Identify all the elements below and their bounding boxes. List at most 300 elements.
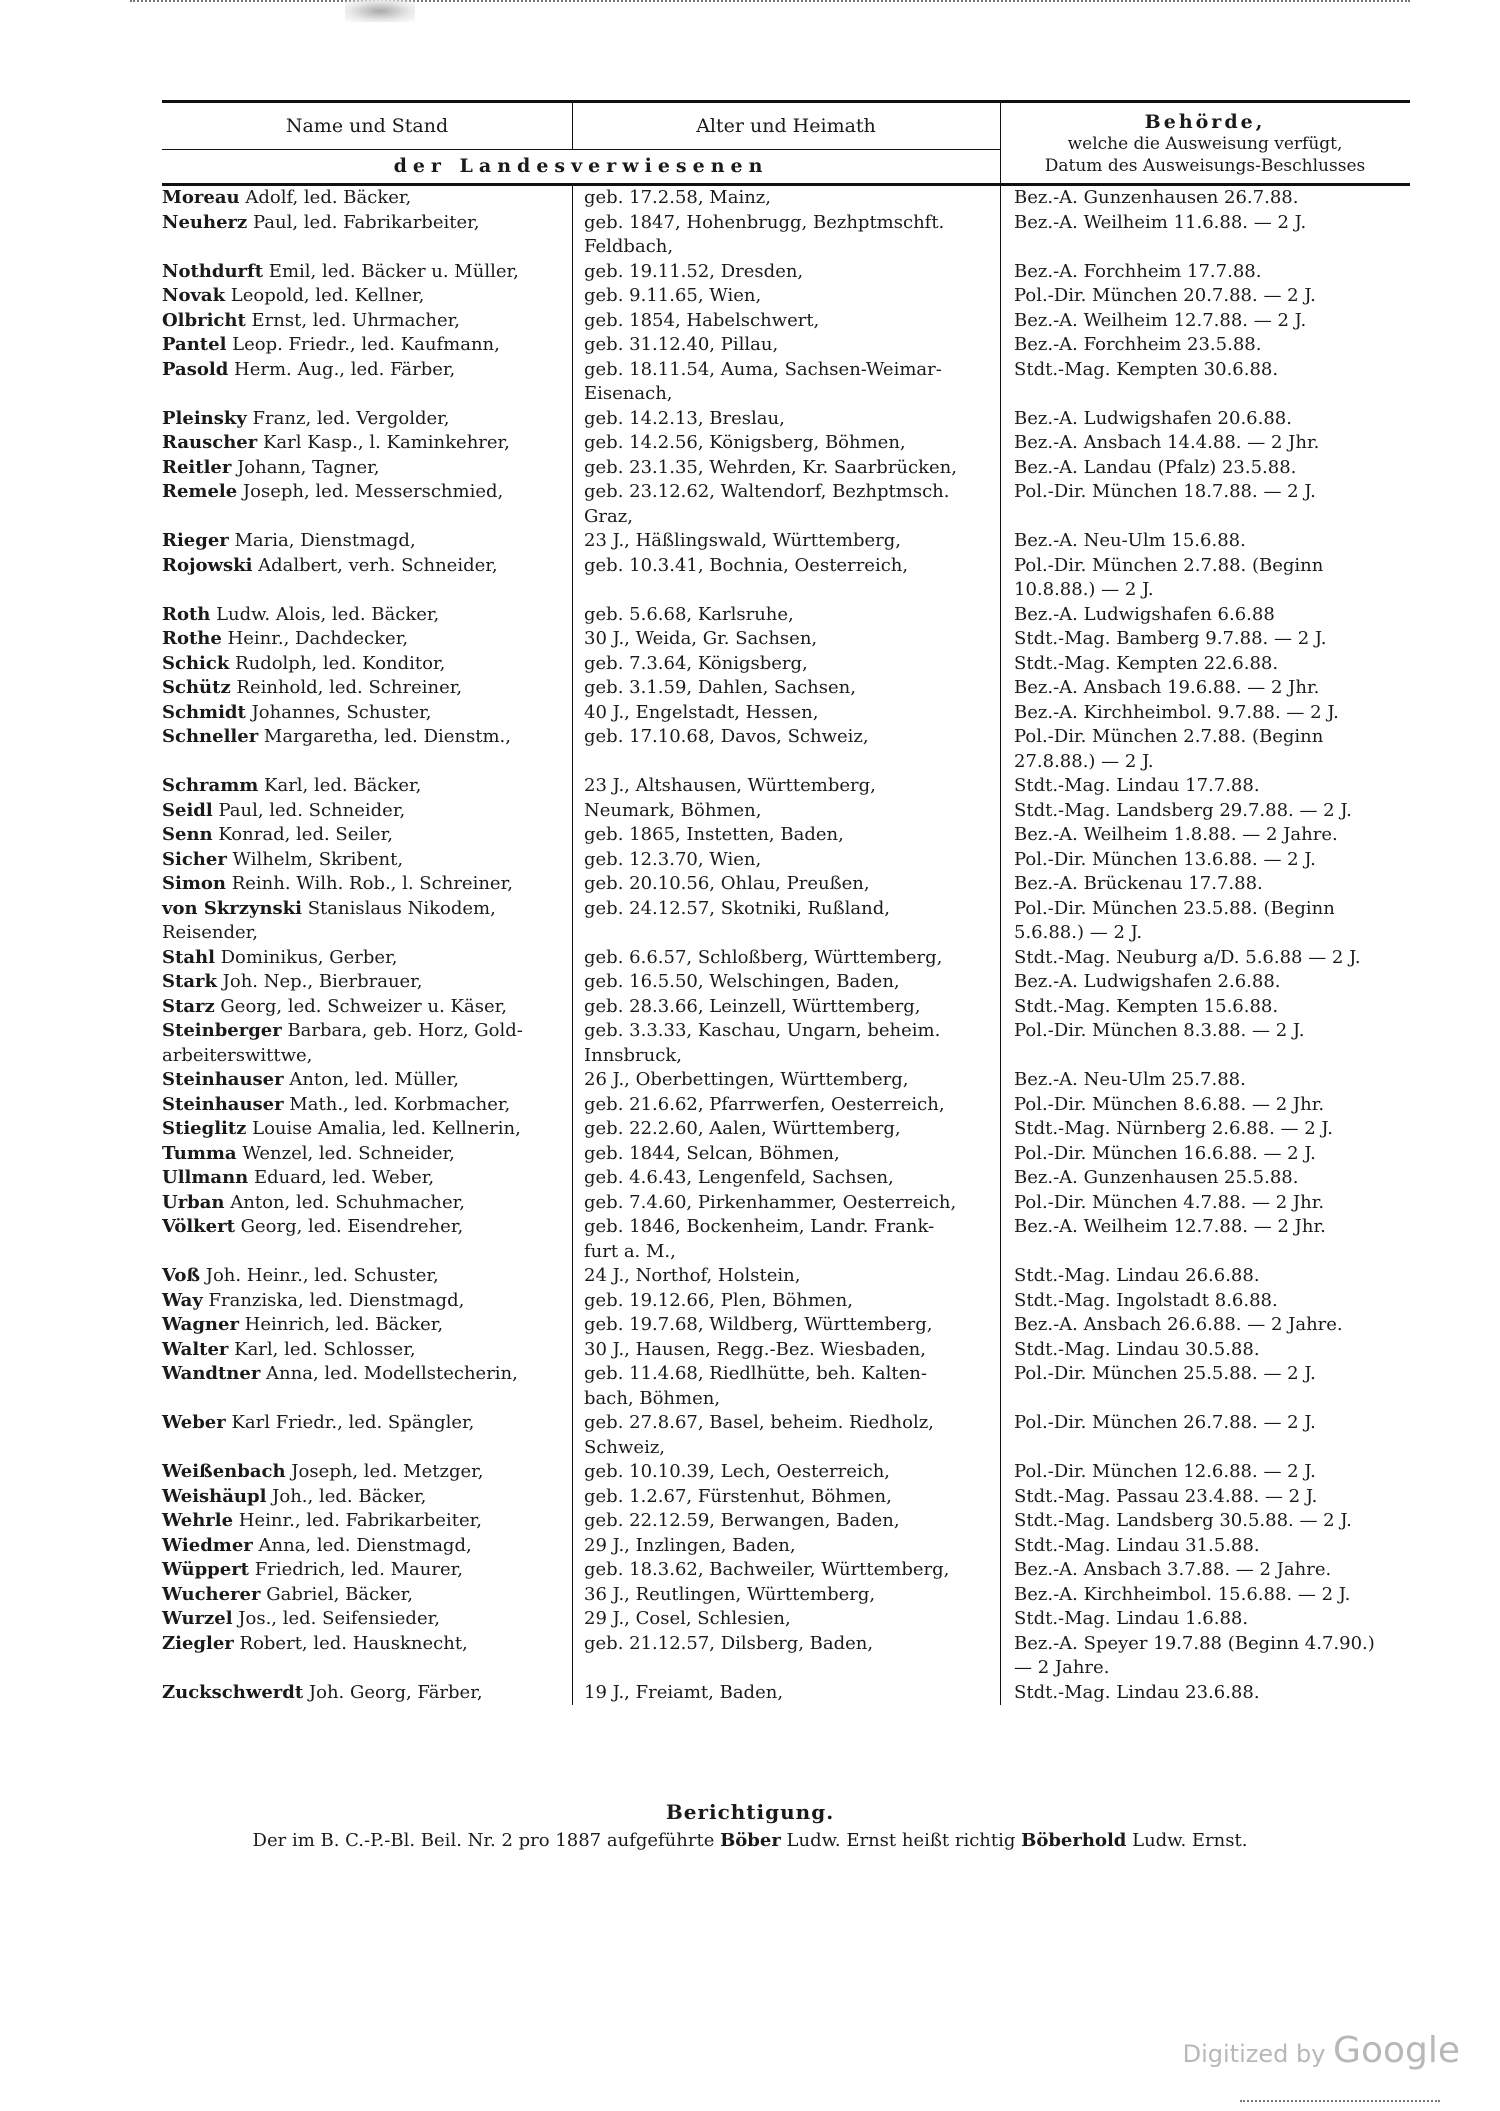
name-rest: Paul, led. Schneider, — [212, 799, 406, 821]
authority-cell: Pol.-Dir. München 2.7.88. (Beginn — [1014, 726, 1324, 747]
age-home-cell: bach, Böhmen, — [584, 1387, 721, 1409]
header-span-cell — [162, 149, 1001, 183]
authority-cell: Stdt.-Mag. Landsberg 29.7.88. — 2 J. — [1014, 799, 1352, 821]
name-rest: Anna, led. Dienstmagd, — [252, 1534, 472, 1556]
table-row — [162, 211, 1410, 236]
age-home-cell: geb. 10.3.41, Bochnia, Oesterreich, — [584, 554, 909, 576]
table-row — [162, 1191, 1410, 1216]
surname: Weber — [162, 1412, 226, 1433]
age-home-cell: geb. 1846, Bockenheim, Landr. Frank- — [584, 1216, 935, 1237]
table-row — [162, 1264, 1410, 1289]
age-home-cell: geb. 1865, Instetten, Baden, — [584, 824, 844, 845]
surname: Pantel — [162, 334, 227, 355]
table-row — [162, 1215, 1410, 1240]
name-cell — [162, 456, 572, 481]
table-row — [162, 1142, 1410, 1167]
name-cell — [162, 799, 572, 824]
table-row — [162, 1534, 1410, 1559]
name-cell — [162, 1656, 572, 1681]
name-rest: Margaretha, led. Dienstm., — [258, 726, 511, 747]
name-cell — [162, 1117, 572, 1142]
age-home-cell: geb. 23.1.35, Wehrden, Kr. Saarbrücken, — [584, 456, 957, 478]
table-row — [162, 1681, 1410, 1706]
surname: Roth — [162, 603, 211, 625]
name-cell — [162, 480, 572, 505]
age-home-cell: 29 J., Inzlingen, Baden, — [584, 1534, 796, 1556]
authority-cell — [1000, 1436, 1410, 1461]
name-cell — [162, 1509, 572, 1534]
table-row — [162, 235, 1410, 260]
surname: Schneller — [162, 726, 259, 747]
name-cell — [162, 578, 572, 603]
age-home-cell: geb. 10.10.39, Lech, Oesterreich, — [584, 1461, 891, 1482]
name-rest: Wenzel, led. Schneider, — [236, 1142, 455, 1164]
name-cell — [162, 774, 572, 799]
correction-wrong-name: Böber — [720, 1830, 781, 1851]
name-rest: Joh. Heinr., led. Schuster, — [200, 1265, 439, 1286]
authority-cell: Pol.-Dir. München 20.7.88. — 2 J. — [1014, 285, 1316, 306]
age-home-cell: geb. 24.12.57, Skotniki, Rußland, — [584, 897, 890, 919]
authority-cell: — 2 Jahre. — [1014, 1657, 1110, 1678]
name-rest: Heinr., Dachdecker, — [221, 628, 409, 649]
age-home-cell: geb. 20.10.56, Ohlau, Preußen, — [584, 873, 870, 894]
authority-cell: Bez.-A. Ansbach 14.4.88. — 2 Jhr. — [1014, 432, 1320, 453]
name-cell — [162, 529, 572, 554]
age-home-cell: 30 J., Hausen, Regg.-Bez. Wiesbaden, — [584, 1338, 926, 1360]
header-age-cell — [572, 103, 1001, 150]
name-cell — [162, 1338, 572, 1363]
name-cell — [162, 1166, 572, 1191]
table-row — [162, 725, 1410, 750]
surname: Stieglitz — [162, 1118, 247, 1139]
table-row — [162, 358, 1410, 383]
surname: Voß — [162, 1265, 200, 1286]
age-home-cell: geb. 27.8.67, Basel, beheim. Riedholz, — [584, 1412, 934, 1433]
name-cell — [162, 358, 572, 383]
surname: Moreau — [162, 187, 240, 208]
scan-top-border — [130, 0, 1410, 8]
age-home-cell: geb. 23.12.62, Waltendorf, Bezhptmsch. — [584, 481, 950, 502]
surname: Steinhauser — [162, 1069, 284, 1090]
name-rest: Herm. Aug., led. Färber, — [228, 358, 456, 380]
name-rest: Heinrich, led. Bäcker, — [238, 1314, 444, 1335]
surname: Wiedmer — [162, 1534, 253, 1556]
name-rest: Joh. Georg, Färber, — [303, 1681, 483, 1703]
name-cell — [162, 1240, 572, 1265]
age-home-cell: geb. 1.2.67, Fürstenhut, Böhmen, — [584, 1485, 892, 1507]
table-row — [162, 309, 1410, 334]
table-row — [162, 750, 1410, 775]
surname: Steinberger — [162, 1020, 282, 1041]
age-home-cell: 23 J., Altshausen, Württemberg, — [584, 775, 876, 796]
age-home-cell: geb. 1844, Selcan, Böhmen, — [584, 1142, 840, 1164]
authority-cell: Bez.-A. Ansbach 19.6.88. — 2 Jhr. — [1014, 677, 1320, 698]
name-cell — [162, 701, 572, 726]
name-rest: Maria, Dienstmagd, — [228, 530, 416, 551]
name-rest: Joh., led. Bäcker, — [266, 1485, 427, 1507]
header-authority-title: Behörde, — [1144, 111, 1266, 133]
name-rest: Reisender, — [162, 922, 258, 943]
authority-cell: Bez.-A. Weilheim 11.6.88. — 2 J. — [1014, 211, 1307, 233]
surname: Olbricht — [162, 309, 246, 331]
name-rest: Ludw. Alois, led. Bäcker, — [210, 603, 440, 625]
correction-text-2: Ludw. Ernst heißt richtig — [780, 1830, 1022, 1851]
authority-cell: Stdt.-Mag. Nürnberg 2.6.88. — 2 J. — [1014, 1118, 1333, 1139]
table-row — [162, 897, 1410, 922]
name-rest: Anton, led. Müller, — [283, 1069, 459, 1090]
surname: Stark — [162, 971, 217, 992]
name-rest: Leopold, led. Kellner, — [225, 285, 425, 306]
name-cell — [162, 1019, 572, 1044]
surname: Schütz — [162, 677, 231, 698]
table-row — [162, 701, 1410, 726]
authority-cell: Pol.-Dir. München 23.5.88. (Beginn — [1014, 897, 1335, 919]
name-cell — [162, 627, 572, 652]
surname: Rojowski — [162, 554, 253, 576]
surname: Novak — [162, 285, 226, 306]
age-home-cell: Feldbach, — [584, 236, 674, 257]
surname: Sicher — [162, 848, 227, 870]
authority-cell: 27.8.88.) — 2 J. — [1014, 750, 1154, 772]
name-rest: Adolf, led. Bäcker, — [239, 187, 412, 208]
name-cell — [162, 407, 572, 432]
table-row — [162, 431, 1410, 456]
authority-cell: Pol.-Dir. München 26.7.88. — 2 J. — [1014, 1412, 1316, 1433]
authority-cell: 10.8.88.) — 2 J. — [1014, 579, 1154, 600]
age-home-cell: geb. 12.3.70, Wien, — [584, 848, 762, 870]
table-row — [162, 1019, 1410, 1044]
authority-cell: Pol.-Dir. München 2.7.88. (Beginn — [1014, 554, 1324, 576]
table-row — [162, 284, 1410, 309]
authority-cell: Bez.-A. Brückenau 17.7.88. — [1014, 873, 1263, 894]
surname: Schmidt — [162, 701, 246, 723]
authority-cell: Stdt.-Mag. Lindau 31.5.88. — [1014, 1534, 1260, 1556]
surname: Steinhauser — [162, 1093, 284, 1115]
authority-cell: Stdt.-Mag. Lindau 30.5.88. — [1014, 1338, 1260, 1360]
table-row — [162, 1387, 1410, 1412]
age-home-cell: 19 J., Freiamt, Baden, — [584, 1681, 784, 1703]
surname: Rothe — [162, 628, 222, 649]
header-span-label: der Landesverwiesenen — [393, 155, 769, 177]
age-home-cell: furt a. M., — [584, 1240, 676, 1262]
name-rest: Georg, led. Eisendreher, — [234, 1216, 464, 1237]
age-home-cell: 26 J., Oberbettingen, Württemberg, — [584, 1069, 909, 1090]
name-cell — [162, 1583, 572, 1608]
name-cell — [162, 823, 572, 848]
surname: Remele — [162, 481, 238, 502]
name-rest: Math., led. Korbmacher, — [283, 1093, 511, 1115]
authority-cell: Bez.-A. Speyer 19.7.88 (Beginn 4.7.90.) — [1014, 1632, 1375, 1654]
name-rest: Eduard, led. Weber, — [248, 1167, 435, 1188]
name-cell — [162, 1289, 572, 1314]
surname: Reitler — [162, 456, 232, 478]
age-home-cell: geb. 31.12.40, Pillau, — [584, 334, 779, 355]
table-row — [162, 946, 1410, 971]
name-rest: Franz, led. Vergolder, — [246, 407, 450, 429]
correction-title: Berichtigung. — [665, 1800, 835, 1824]
surname: Way — [162, 1289, 203, 1311]
table-row — [162, 456, 1410, 481]
name-cell — [162, 1607, 572, 1632]
name-cell — [162, 235, 572, 260]
table-row — [162, 603, 1410, 628]
surname: von Skrzynski — [162, 897, 302, 919]
name-rest: Wilhelm, Skribent, — [226, 848, 404, 870]
name-rest: Heinr., led. Fabrikarbeiter, — [233, 1510, 482, 1531]
correction-section — [0, 1800, 1500, 1851]
surname: Nothdurft — [162, 260, 264, 282]
age-home-cell: geb. 3.1.59, Dahlen, Sachsen, — [584, 677, 856, 698]
age-home-cell — [572, 1656, 1000, 1681]
table-row — [162, 260, 1410, 285]
authority-cell: Stdt.-Mag. Neuburg a/D. 5.6.88 — 2 J. — [1014, 946, 1361, 968]
authority-cell: Pol.-Dir. München 8.6.88. — 2 Jhr. — [1014, 1093, 1325, 1115]
authority-cell: Stdt.-Mag. Ingolstadt 8.6.88. — [1014, 1289, 1278, 1311]
name-cell — [162, 750, 572, 775]
expulsion-table — [162, 100, 1410, 1705]
table-row — [162, 1166, 1410, 1191]
table-row — [162, 1068, 1410, 1093]
table-row — [162, 1362, 1410, 1387]
authority-cell: Stdt.-Mag. Lindau 17.7.88. — [1014, 775, 1260, 796]
table-row — [162, 652, 1410, 677]
name-rest: Dominikus, Gerber, — [214, 946, 398, 968]
table-row — [162, 1485, 1410, 1510]
age-home-cell: geb. 7.3.64, Königsberg, — [584, 652, 808, 674]
table-body — [162, 186, 1410, 1705]
authority-cell: Pol.-Dir. München 25.5.88. — 2 J. — [1014, 1363, 1316, 1384]
surname: Seidl — [162, 799, 213, 821]
table-row — [162, 554, 1410, 579]
authority-cell: Pol.-Dir. München 16.6.88. — 2 J. — [1014, 1142, 1316, 1164]
age-home-cell — [572, 750, 1000, 775]
name-rest: Karl Kasp., l. Kaminkehrer, — [257, 432, 510, 453]
age-home-cell: geb. 3.3.33, Kaschau, Ungarn, beheim. — [584, 1020, 941, 1041]
age-home-cell: Eisenach, — [584, 383, 673, 404]
table-row — [162, 1632, 1410, 1657]
table-row — [162, 578, 1410, 603]
name-cell — [162, 260, 572, 285]
surname: Wandtner — [162, 1363, 261, 1384]
age-home-cell: geb. 1854, Habelschwert, — [584, 309, 820, 331]
table-row — [162, 1289, 1410, 1314]
authority-cell: Bez.-A. Gunzenhausen 26.7.88. — [1014, 187, 1299, 208]
name-cell — [162, 284, 572, 309]
name-rest: Reinh. Wilh. Rob., l. Schreiner, — [225, 873, 513, 894]
name-cell — [162, 725, 572, 750]
authority-cell: Stdt.-Mag. Lindau 26.6.88. — [1014, 1265, 1260, 1286]
age-home-cell — [572, 921, 1000, 946]
authority-cell: Bez.-A. Ansbach 3.7.88. — 2 Jahre. — [1014, 1559, 1332, 1580]
header-age: Alter und Heimath — [696, 115, 876, 137]
surname: Wucherer — [162, 1583, 261, 1605]
name-rest: Leop. Friedr., led. Kaufmann, — [226, 334, 500, 355]
name-cell — [162, 995, 572, 1020]
authority-cell: Bez.-A. Weilheim 1.8.88. — 2 Jahre. — [1014, 824, 1338, 845]
age-home-cell: geb. 16.5.50, Welschingen, Baden, — [584, 971, 900, 992]
authority-cell: Bez.-A. Gunzenhausen 25.5.88. — [1014, 1167, 1299, 1188]
table-row — [162, 407, 1410, 432]
authority-cell: Bez.-A. Ludwigshafen 6.6.88 — [1014, 603, 1275, 625]
name-cell — [162, 848, 572, 873]
name-cell — [162, 676, 572, 701]
name-rest: Georg, led. Schweizer u. Käser, — [214, 995, 507, 1017]
table-row — [162, 529, 1410, 554]
surname: Wüppert — [162, 1559, 249, 1580]
surname: Rauscher — [162, 432, 258, 453]
age-home-cell: 30 J., Weida, Gr. Sachsen, — [584, 628, 818, 649]
table-row — [162, 1313, 1410, 1338]
name-cell — [162, 1093, 572, 1118]
name-rest: Anna, led. Modellstecherin, — [260, 1363, 518, 1384]
table-row — [162, 1240, 1410, 1265]
authority-cell: Stdt.-Mag. Kempten 22.6.88. — [1014, 652, 1279, 674]
name-rest: Joseph, led. Messerschmied, — [237, 481, 504, 502]
name-cell — [162, 505, 572, 530]
authority-cell: Stdt.-Mag. Passau 23.4.88. — 2 J. — [1014, 1485, 1318, 1507]
surname: Neuherz — [162, 211, 248, 233]
age-home-cell: geb. 5.6.68, Karlsruhe, — [584, 603, 794, 625]
name-cell — [162, 1411, 572, 1436]
name-cell — [162, 897, 572, 922]
authority-cell: Bez.-A. Kirchheimbol. 9.7.88. — 2 J. — [1014, 701, 1339, 723]
name-cell — [162, 1681, 572, 1706]
authority-cell: Bez.-A. Landau (Pfalz) 23.5.88. — [1014, 456, 1297, 478]
name-cell — [162, 1387, 572, 1412]
surname: Schramm — [162, 775, 259, 796]
name-rest: Jos., led. Seifensieder, — [232, 1608, 440, 1629]
name-rest: Anton, led. Schuhmacher, — [224, 1191, 465, 1213]
name-rest: Karl, led. Bäcker, — [258, 775, 422, 796]
name-cell — [162, 1264, 572, 1289]
table-row — [162, 1583, 1410, 1608]
name-cell — [162, 1558, 572, 1583]
surname: Wagner — [162, 1314, 239, 1335]
name-rest: Gabriel, Bäcker, — [260, 1583, 414, 1605]
age-home-cell: geb. 21.6.62, Pfarrwerfen, Oesterreich, — [584, 1093, 945, 1115]
age-home-cell: geb. 22.2.60, Aalen, Württemberg, — [584, 1118, 901, 1139]
correction-text — [0, 1830, 1500, 1851]
surname: Senn — [162, 824, 213, 845]
authority-cell: Stdt.-Mag. Lindau 23.6.88. — [1014, 1681, 1260, 1703]
surname: Walter — [162, 1338, 229, 1360]
name-rest: Karl, led. Schlosser, — [228, 1338, 416, 1360]
name-cell — [162, 554, 572, 579]
age-home-cell: 40 J., Engelstadt, Hessen, — [584, 701, 819, 723]
table-row — [162, 1093, 1410, 1118]
authority-cell: 5.6.88.) — 2 J. — [1014, 922, 1143, 943]
name-cell — [162, 652, 572, 677]
authority-cell: Pol.-Dir. München 12.6.88. — 2 J. — [1014, 1461, 1316, 1482]
authority-cell: Bez.-A. Weilheim 12.7.88. — 2 J. — [1014, 309, 1307, 331]
age-home-cell: geb. 6.6.57, Schloßberg, Württemberg, — [584, 946, 943, 968]
authority-cell: Stdt.-Mag. Landsberg 30.5.88. — 2 J. — [1014, 1510, 1352, 1531]
age-home-cell: Schweiz, — [584, 1436, 666, 1458]
name-cell — [162, 1534, 572, 1559]
table-row — [162, 823, 1410, 848]
name-rest: Adalbert, verh. Schneider, — [252, 554, 498, 576]
age-home-cell: geb. 4.6.43, Lengenfeld, Sachsen, — [584, 1167, 894, 1188]
name-cell — [162, 921, 572, 946]
name-rest: Barbara, geb. Horz, Gold- — [281, 1020, 523, 1041]
name-cell — [162, 309, 572, 334]
table-row — [162, 1436, 1410, 1461]
age-home-cell: geb. 21.12.57, Dilsberg, Baden, — [584, 1632, 874, 1654]
surname: Urban — [162, 1191, 225, 1213]
surname: Zuckschwerdt — [162, 1681, 304, 1703]
age-home-cell: 29 J., Cosel, Schlesien, — [584, 1608, 791, 1629]
age-home-cell: geb. 7.4.60, Pirkenhammer, Oesterreich, — [584, 1191, 957, 1213]
age-home-cell: geb. 18.11.54, Auma, Sachsen-Weimar- — [584, 358, 942, 380]
authority-cell: Pol.-Dir. München 18.7.88. — 2 J. — [1014, 481, 1316, 502]
surname: Völkert — [162, 1216, 235, 1237]
surname: Wurzel — [162, 1608, 233, 1629]
authority-cell: Bez.-A. Weilheim 12.7.88. — 2 Jhr. — [1014, 1216, 1326, 1237]
age-home-cell: Innsbruck, — [584, 1044, 682, 1066]
age-home-cell: geb. 19.12.66, Plen, Böhmen, — [584, 1289, 853, 1311]
authority-cell: Pol.-Dir. München 13.6.88. — 2 J. — [1014, 848, 1316, 870]
column-divider — [572, 186, 573, 1705]
name-cell — [162, 970, 572, 995]
name-cell — [162, 431, 572, 456]
authority-cell: Stdt.-Mag. Kempten 15.6.88. — [1014, 995, 1279, 1017]
watermark-google: Google — [1333, 2030, 1460, 2071]
surname: Simon — [162, 873, 226, 894]
age-home-cell — [572, 578, 1000, 603]
authority-cell — [1000, 235, 1410, 260]
surname: Tumma — [162, 1142, 237, 1164]
authority-cell — [1000, 1044, 1410, 1069]
age-home-cell: 23 J., Häßlingswald, Württemberg, — [584, 530, 901, 551]
authority-cell — [1000, 1387, 1410, 1412]
name-rest: Paul, led. Fabrikarbeiter, — [247, 211, 480, 233]
authority-cell — [1000, 1240, 1410, 1265]
age-home-cell: 24 J., Northof, Holstein, — [584, 1265, 801, 1286]
table-row — [162, 186, 1410, 211]
name-cell — [162, 382, 572, 407]
table-row — [162, 774, 1410, 799]
age-home-cell: Neumark, Böhmen, — [584, 799, 762, 821]
table-row — [162, 1044, 1410, 1069]
name-cell — [162, 1142, 572, 1167]
surname: Weishäupl — [162, 1485, 267, 1507]
scan-smudge — [345, 0, 415, 22]
authority-cell: Stdt.-Mag. Lindau 1.6.88. — [1014, 1608, 1249, 1629]
table-row — [162, 921, 1410, 946]
authority-cell: Bez.-A. Kirchheimbol. 15.6.88. — 2 J. — [1014, 1583, 1351, 1605]
table-row — [162, 676, 1410, 701]
age-home-cell: geb. 19.7.68, Wildberg, Württemberg, — [584, 1314, 933, 1335]
age-home-cell: geb. 1847, Hohenbrugg, Bezhptmschft. — [584, 211, 945, 233]
table-row — [162, 627, 1410, 652]
name-rest: Franziska, led. Dienstmagd, — [202, 1289, 465, 1311]
authority-cell: Bez.-A. Ludwigshafen 2.6.88. — [1014, 971, 1281, 992]
surname: Wehrle — [162, 1510, 234, 1531]
table-row — [162, 872, 1410, 897]
table-row — [162, 382, 1410, 407]
table-row — [162, 1509, 1410, 1534]
surname: Pasold — [162, 358, 229, 380]
surname: Pleinsky — [162, 407, 247, 429]
correction-text-1: Der im B. C.-P.-Bl. Beil. Nr. 2 pro 1887 aufgeführte — [252, 1830, 721, 1851]
header-name: Name und Stand — [285, 115, 449, 137]
authority-cell: Bez.-A. Forchheim 23.5.88. — [1014, 334, 1262, 355]
header-authority-cell — [1000, 103, 1410, 183]
authority-cell: Stdt.-Mag. Bamberg 9.7.88. — 2 J. — [1014, 628, 1327, 649]
age-home-cell: Graz, — [584, 505, 633, 527]
authority-cell: Bez.-A. Neu-Ulm 15.6.88. — [1014, 530, 1246, 551]
name-cell — [162, 1485, 572, 1510]
